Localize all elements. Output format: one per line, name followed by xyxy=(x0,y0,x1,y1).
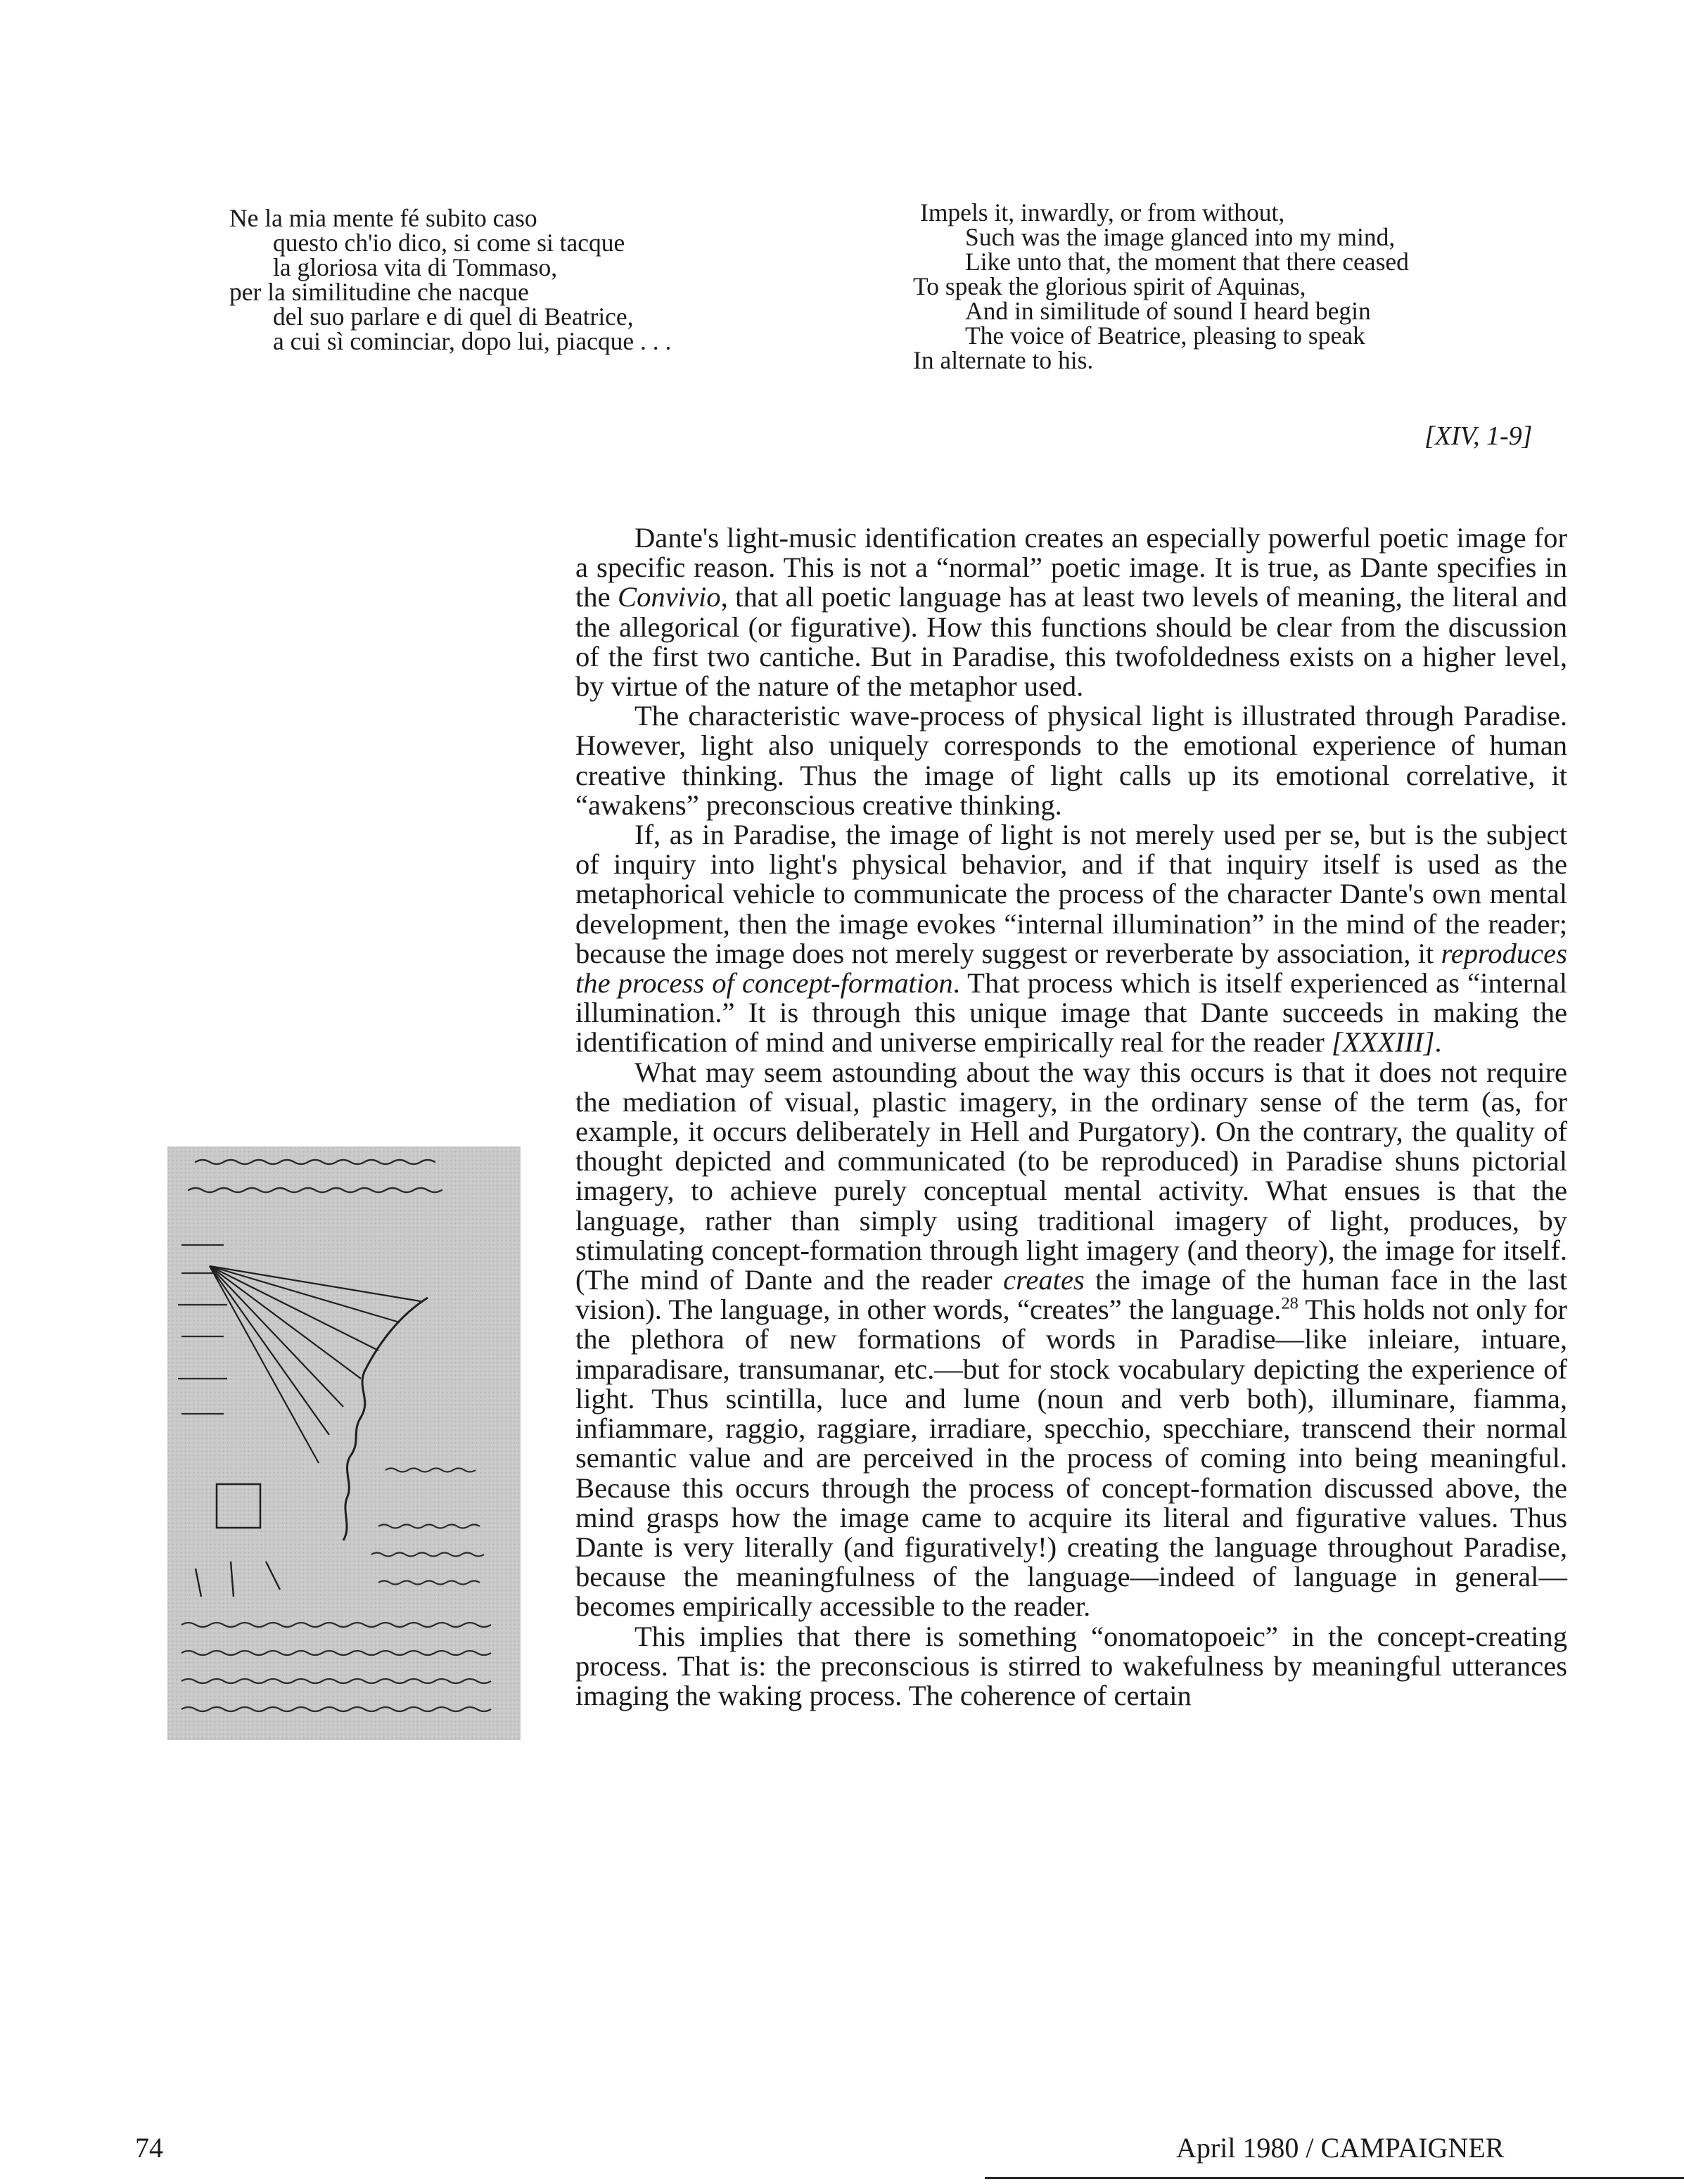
verse-line: Ne la mia mente fé subito caso xyxy=(229,204,537,232)
footnote-ref: 28 xyxy=(1281,1294,1299,1313)
publication-footer: April 1980 / CAMPAIGNER xyxy=(1176,2132,1505,2164)
verse-line: questo ch'io dico, si come si tacque xyxy=(273,229,625,257)
verse-line: a cui sì cominciar, dopo lui, piacque . . . xyxy=(273,327,672,355)
verse-line: la gloriosa vita di Tommaso, xyxy=(273,253,558,281)
paragraph: What may seem astounding about the way this occurs is that it does not require the mediation of visual, plastic imagery, in the ordinary sense of the term (as, for example, it occurs deliberately in Hell and Purgatory). On the contrary, the quality of thought depicted and communicated (to be reproduced) in Paradise shuns pictorial imagery, to achieve purely conceptual mental activity. What ensues is that the language, rather than simply using traditional imagery of light, produces, by stimulating concept-formation through light imagery (and theory), the image for itself. (The mind of Dante and the reader creates the image of the human face in the last vision). The language, in other words, “creates” the language.$^{28}$ This holds not only for the plethora of new formations of words in Paradise—like inleiare, intuare, imparadisare, transumanar, etc.—but for stock vocabulary depicting the experience of light. Thus scintilla, luce and lume (noun and verb both), illuminare, fiamma, infiammare, raggio, raggiare, irradiare, specchio, specchiare, transcend their normal semantic value and are perceived in the process of coming into being meaningful. Because this occurs through the process of concept-formation discussed above, the mind grasps how the image came to acquire its literal and figurative values. Thus Dante is very literally (and figuratively!) creating the language throughout Paradise, because the meaningfulness of the language—indeed of language in general—becomes empirically accessible to the reader. xyxy=(575,1056,1567,1623)
poem-italian xyxy=(229,206,671,354)
verse-line: The voice of Beatrice, pleasing to speak xyxy=(965,321,1365,350)
verse-line: In alternate to his. xyxy=(913,346,1094,374)
paragraph: This implies that there is something “onomatopoeic” in the concept-creating process. That is: the preconscious is stirred to wakefulness by meaningful utterances imaging the waking process. The coherence of certain xyxy=(575,1620,1567,1711)
manuscript-illustration xyxy=(167,1147,521,1740)
verse-line: Like unto that, the moment that there ceased xyxy=(965,248,1409,276)
verse-line: Impels it, inwardly, or from without, xyxy=(920,198,1285,226)
paragraph: Dante's light-music identification creates an especially powerful poetic image for a specific reason. This is not a “normal” poetic image. It is true, as Dante specifies in the Convivio, that all poetic language has at least two levels of meaning, the literal and the allegorical (or figurative). How this functions should be clear from the discussion of the first two cantiche. But in Paradise, this twofoldedness exists on a higher level, by virtue of the nature of the metaphor used. xyxy=(575,522,1567,703)
footer-rule xyxy=(985,2177,1684,2179)
paragraph: The characteristic wave-process of physical light is illustrated through Paradise. However, light also uniquely corresponds to the emotional experience of human creative thinking. Thus the image of light calls up its emotional correlative, it “awakens” preconscious creative thinking. xyxy=(575,700,1567,821)
article-body xyxy=(575,523,1567,1711)
poem-citation: [XIV, 1-9] xyxy=(1424,421,1533,451)
poem-english xyxy=(913,200,1409,373)
paragraph: If, as in Paradise, the image of light is not merely used per se, but is the subject of inquiry into light's physical behavior, and if that inquiry itself is used as the metaphorical vehicle to communicate the process of the character Dante's own mental development, then the image evokes “internal illumination” in the mind of the reader; because the image does not merely suggest or reverberate by association, it reproduces the process of concept-formation. That process which is itself experienced as “internal illumination.” It is through this unique image that Dante succeeds in making the identification of mind and universe empirically real for the reader [XXXIII]. xyxy=(575,819,1568,1059)
verse-line: del suo parlare e di quel di Beatrice, xyxy=(273,302,634,331)
verse-line: Such was the image glanced into my mind, xyxy=(965,223,1396,251)
verse-line: And in similitude of sound I heard begin xyxy=(965,297,1371,325)
verse-line: To speak the glorious spirit of Aquinas, xyxy=(913,272,1306,300)
page-number: 74 xyxy=(135,2132,163,2164)
verse-line: per la similitudine che nacque xyxy=(229,278,529,306)
